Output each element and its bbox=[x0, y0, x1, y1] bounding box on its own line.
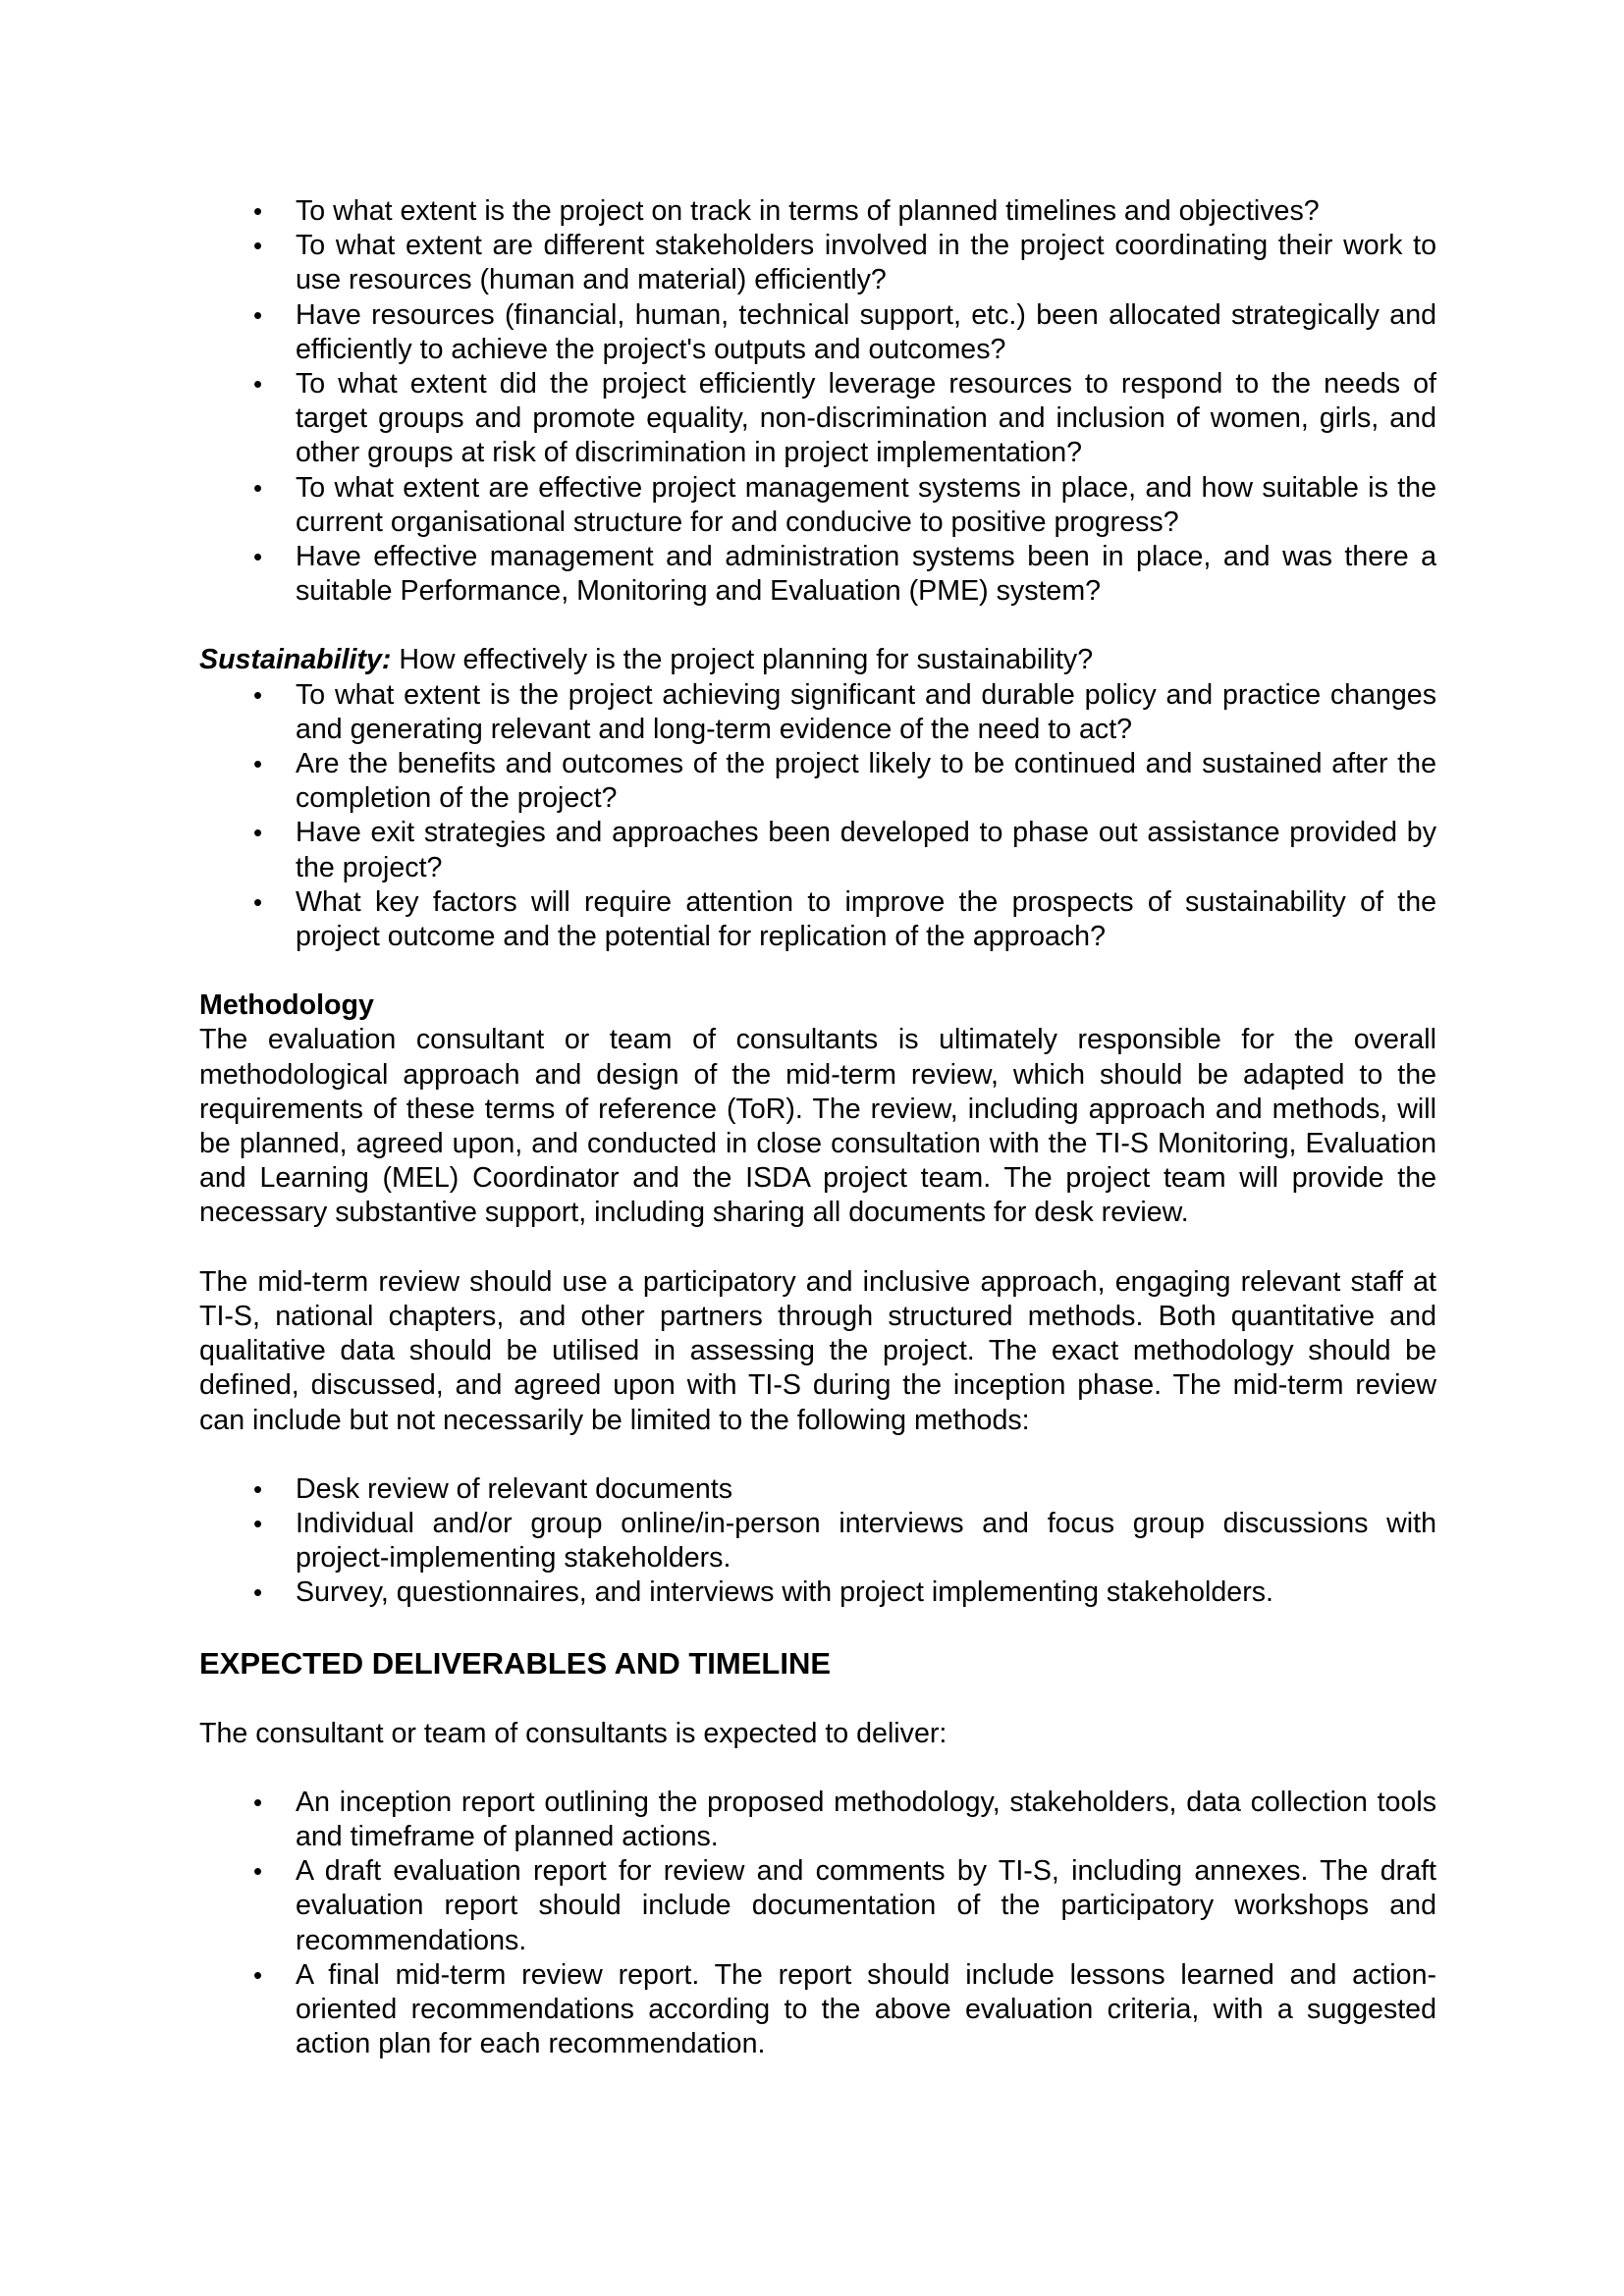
bullet-icon: • bbox=[253, 369, 263, 400]
list-item bbox=[199, 194, 1436, 229]
list-item-text: Have resources (financial, human, technical support, etc.) been allocated strategically and efficiently to achieve the project's outputs and outcomes? bbox=[296, 298, 1436, 365]
list-item bbox=[199, 367, 1436, 471]
list-item-text: To what extent is the project achieving significant and durable policy and practice changes and generating relevant and long-term evidence of the need to act? bbox=[296, 678, 1436, 745]
list-item-text: An inception report outlining the proposed methodology, stakeholders, data collection tools and timeframe of planned actions. bbox=[296, 1786, 1436, 1852]
methodology-heading: Methodology bbox=[199, 989, 374, 1022]
methods-list bbox=[199, 1472, 1436, 1611]
bullet-icon: • bbox=[253, 886, 263, 917]
bullet-icon: • bbox=[253, 1959, 263, 1990]
list-item-text: Desk review of relevant documents bbox=[296, 1472, 732, 1505]
list-item bbox=[199, 1575, 1436, 1610]
list-item bbox=[199, 1472, 1436, 1507]
methodology-paragraph-1: The evaluation consultant or team of consultants is ultimately responsible for the overall methodological approach and design of the mid-term review, which should be adapted to the requirements of these terms of reference (ToR). The review, including approach and methods, will be planned, agreed upon, and conducted in close consultation with the TI-S Monitoring, Evaluation and Learning (MEL) Coordinator and the ISDA project team. The project team will provide the necessary substantive support, including sharing all documents for desk review. bbox=[199, 1024, 1436, 1229]
list-item bbox=[199, 816, 1436, 884]
list-item-text: Have effective management and administration systems been in place, and was there a suitable Performance, Monitoring and Evaluation (PME) system? bbox=[296, 541, 1436, 608]
sustainability-colon: : bbox=[381, 644, 392, 676]
deliverables-list bbox=[199, 1786, 1436, 2062]
list-item-text: To what extent are effective project management systems in place, and how suitable is the current organisational structure for and conducive to positive progress? bbox=[296, 471, 1436, 538]
list-item-text: To what extent is the project on track in terms of planned timelines and objectives? bbox=[296, 195, 1320, 227]
list-item bbox=[199, 1854, 1436, 1958]
sustainability-question-list bbox=[199, 678, 1436, 955]
methodology-paragraph-2: The mid-term review should use a participatory and inclusive approach, engaging relevant staff at TI-S, national chapters, and other partners through structured methods. Both quantitative and qualitative data should be utilised in assessing the project. The exact methodology should be defined, discussed, and agreed upon with TI-S during the inception phase. The mid-term review can include but not necessarily be limited to the following methods: bbox=[199, 1265, 1436, 1436]
bullet-icon: • bbox=[253, 299, 263, 330]
list-item bbox=[199, 471, 1436, 540]
list-item-text: Have exit strategies and approaches been developed to phase out assistance provided by the project? bbox=[296, 817, 1436, 883]
deliverables-heading: EXPECTED DELIVERABLES AND TIMELINE bbox=[199, 1645, 832, 1681]
list-item-text: A draft evaluation report for review and comments by TI-S, including annexes. The draft evaluation report should include documentation of the participatory workshops and recommendations. bbox=[296, 1855, 1436, 1956]
list-item-text: Are the benefits and outcomes of the project likely to be continued and sustained after the completion of the project? bbox=[296, 748, 1436, 815]
list-item-text: To what extent did the project efficiently leverage resources to respond to the needs of target groups and promote equality, non-discrimination and inclusion of women, girls, and other groups at risk of discrimination in project implementation? bbox=[296, 368, 1436, 469]
list-item-text: Survey, questionnaires, and interviews with project implementing stakeholders. bbox=[296, 1576, 1273, 1609]
list-item-text: Individual and/or group online/in-person interviews and focus group discussions with project-implementing stakeholders. bbox=[296, 1507, 1436, 1575]
bullet-icon: • bbox=[253, 1577, 263, 1608]
list-item bbox=[199, 1507, 1436, 1575]
sustainability-question: How effectively is the project planning for sustainability? bbox=[391, 644, 1094, 676]
bullet-icon: • bbox=[253, 749, 263, 779]
bullet-icon: • bbox=[253, 1508, 263, 1538]
list-item-text: What key factors will require attention to improve the prospects of sustainability of the project outcome and the potential for replication of the approach? bbox=[296, 885, 1436, 953]
document-page bbox=[199, 194, 1436, 2061]
bullet-icon: • bbox=[253, 1787, 263, 1817]
list-item bbox=[199, 678, 1436, 747]
list-item-text: To what extent are different stakeholders involved in the project coordinating their work to use resources (human and material) efficiently? bbox=[296, 230, 1436, 296]
bullet-icon: • bbox=[253, 231, 263, 261]
list-item bbox=[199, 1786, 1436, 1854]
bullet-icon: • bbox=[253, 196, 263, 226]
bullet-icon: • bbox=[253, 818, 263, 848]
deliverables-intro: The consultant or team of consultants is expected to deliver: bbox=[199, 1717, 947, 1749]
list-item bbox=[199, 747, 1436, 816]
list-item bbox=[199, 885, 1436, 954]
list-item bbox=[199, 540, 1436, 609]
bullet-icon: • bbox=[253, 679, 263, 710]
list-item-text: A final mid-term review report. The report should include lessons learned and action-oriented recommendations according to the above evaluation criteria, with a suggested action plan for each recommendation. bbox=[296, 1958, 1436, 2060]
sustainability-label: Sustainability bbox=[199, 644, 382, 676]
sustainability-lead bbox=[199, 643, 1436, 677]
bullet-icon: • bbox=[253, 542, 263, 572]
bullet-icon: • bbox=[253, 1856, 263, 1887]
list-item bbox=[199, 298, 1436, 367]
efficiency-question-list bbox=[199, 194, 1436, 609]
list-item bbox=[199, 1958, 1436, 2062]
list-item bbox=[199, 229, 1436, 297]
bullet-icon: • bbox=[253, 1473, 263, 1504]
bullet-icon: • bbox=[253, 472, 263, 503]
